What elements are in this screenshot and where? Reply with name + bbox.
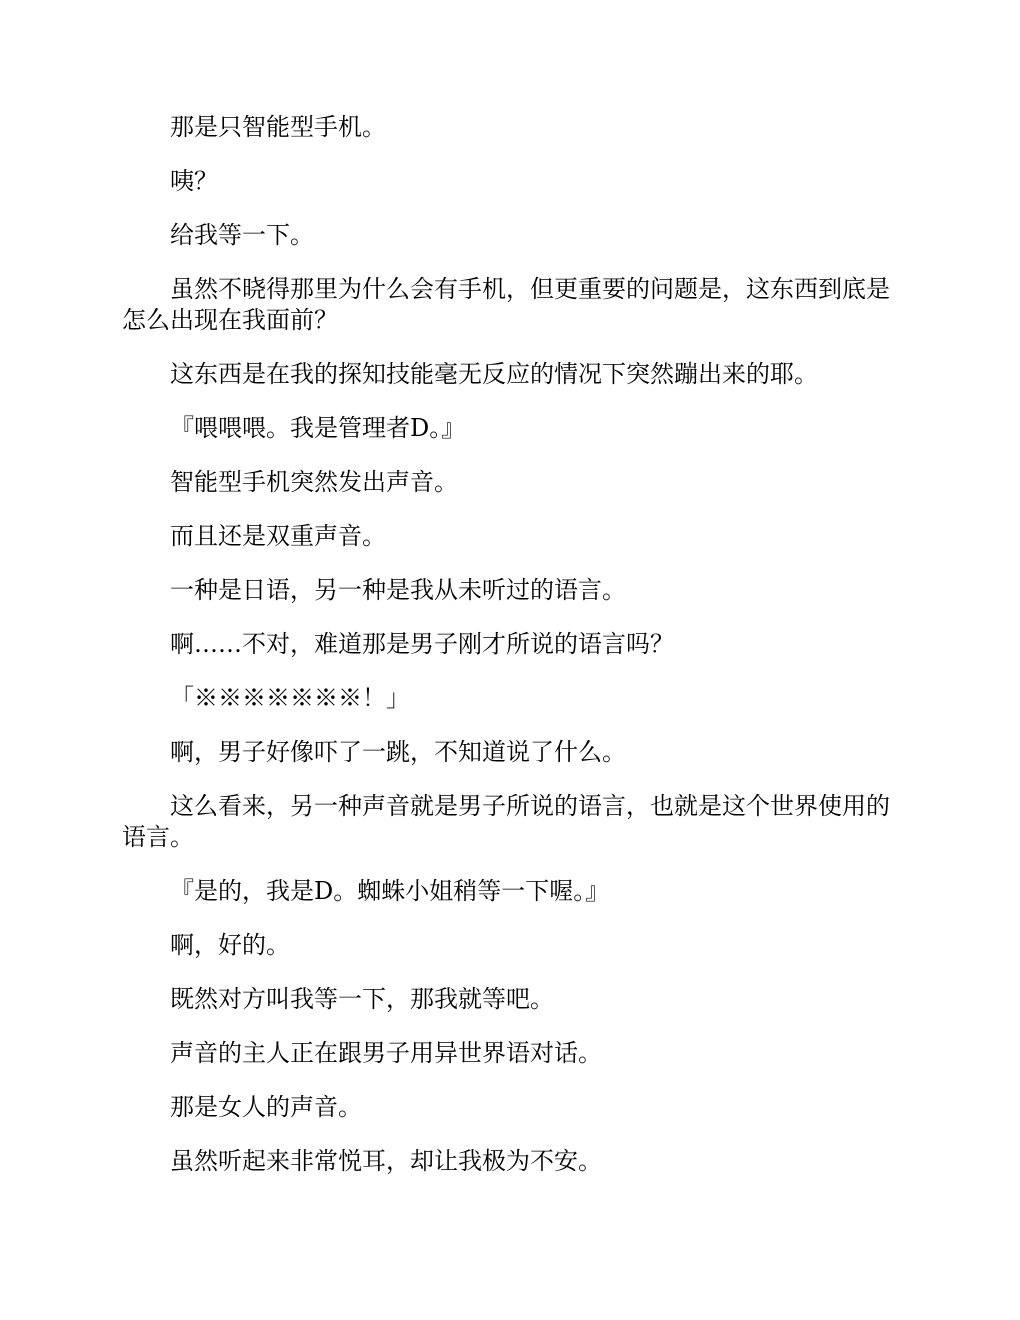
paragraph: 声音的主人正在跟男子用异世界语对话。: [170, 1039, 602, 1067]
paragraph: 虽然听起来非常悦耳，却让我极为不安。: [170, 1147, 602, 1175]
paragraph: 咦？: [170, 167, 218, 195]
paragraph: 那是只智能型手机。: [170, 113, 386, 141]
paragraph: 『是的，我是D。蜘蛛小姐稍等一下喔。』: [170, 877, 610, 905]
paragraph: 这么看来，另一种声音就是男子所说的语言，也就是这个世界使用的语言。: [122, 792, 890, 851]
paragraph: 这东西是在我的探知技能毫无反应的情况下突然蹦出来的耶。: [170, 360, 818, 388]
paragraph: 啊……不对，难道那是男子刚才所说的语言吗？: [170, 630, 674, 658]
paragraph: 智能型手机突然发出声音。: [170, 468, 458, 496]
paragraph: 啊，好的。: [170, 931, 290, 959]
paragraph: 啊，男子好像吓了一跳，不知道说了什么。: [170, 738, 626, 766]
paragraph: 虽然不晓得那里为什么会有手机，但更重要的问题是，这东西到底是怎么出现在我面前？: [122, 275, 890, 334]
document-page: [122, 112, 898, 1200]
paragraph: 「※※※※※※※！」: [170, 684, 410, 712]
paragraph: 『喂喂喂。我是管理者D。』: [170, 414, 466, 442]
paragraph: 给我等一下。: [170, 221, 314, 249]
paragraph: 一种是日语，另一种是我从未听过的语言。: [170, 576, 626, 604]
paragraph: 而且还是双重声音。: [170, 522, 386, 550]
paragraph: 那是女人的声音。: [170, 1093, 362, 1121]
paragraph: 既然对方叫我等一下，那我就等吧。: [170, 985, 554, 1013]
